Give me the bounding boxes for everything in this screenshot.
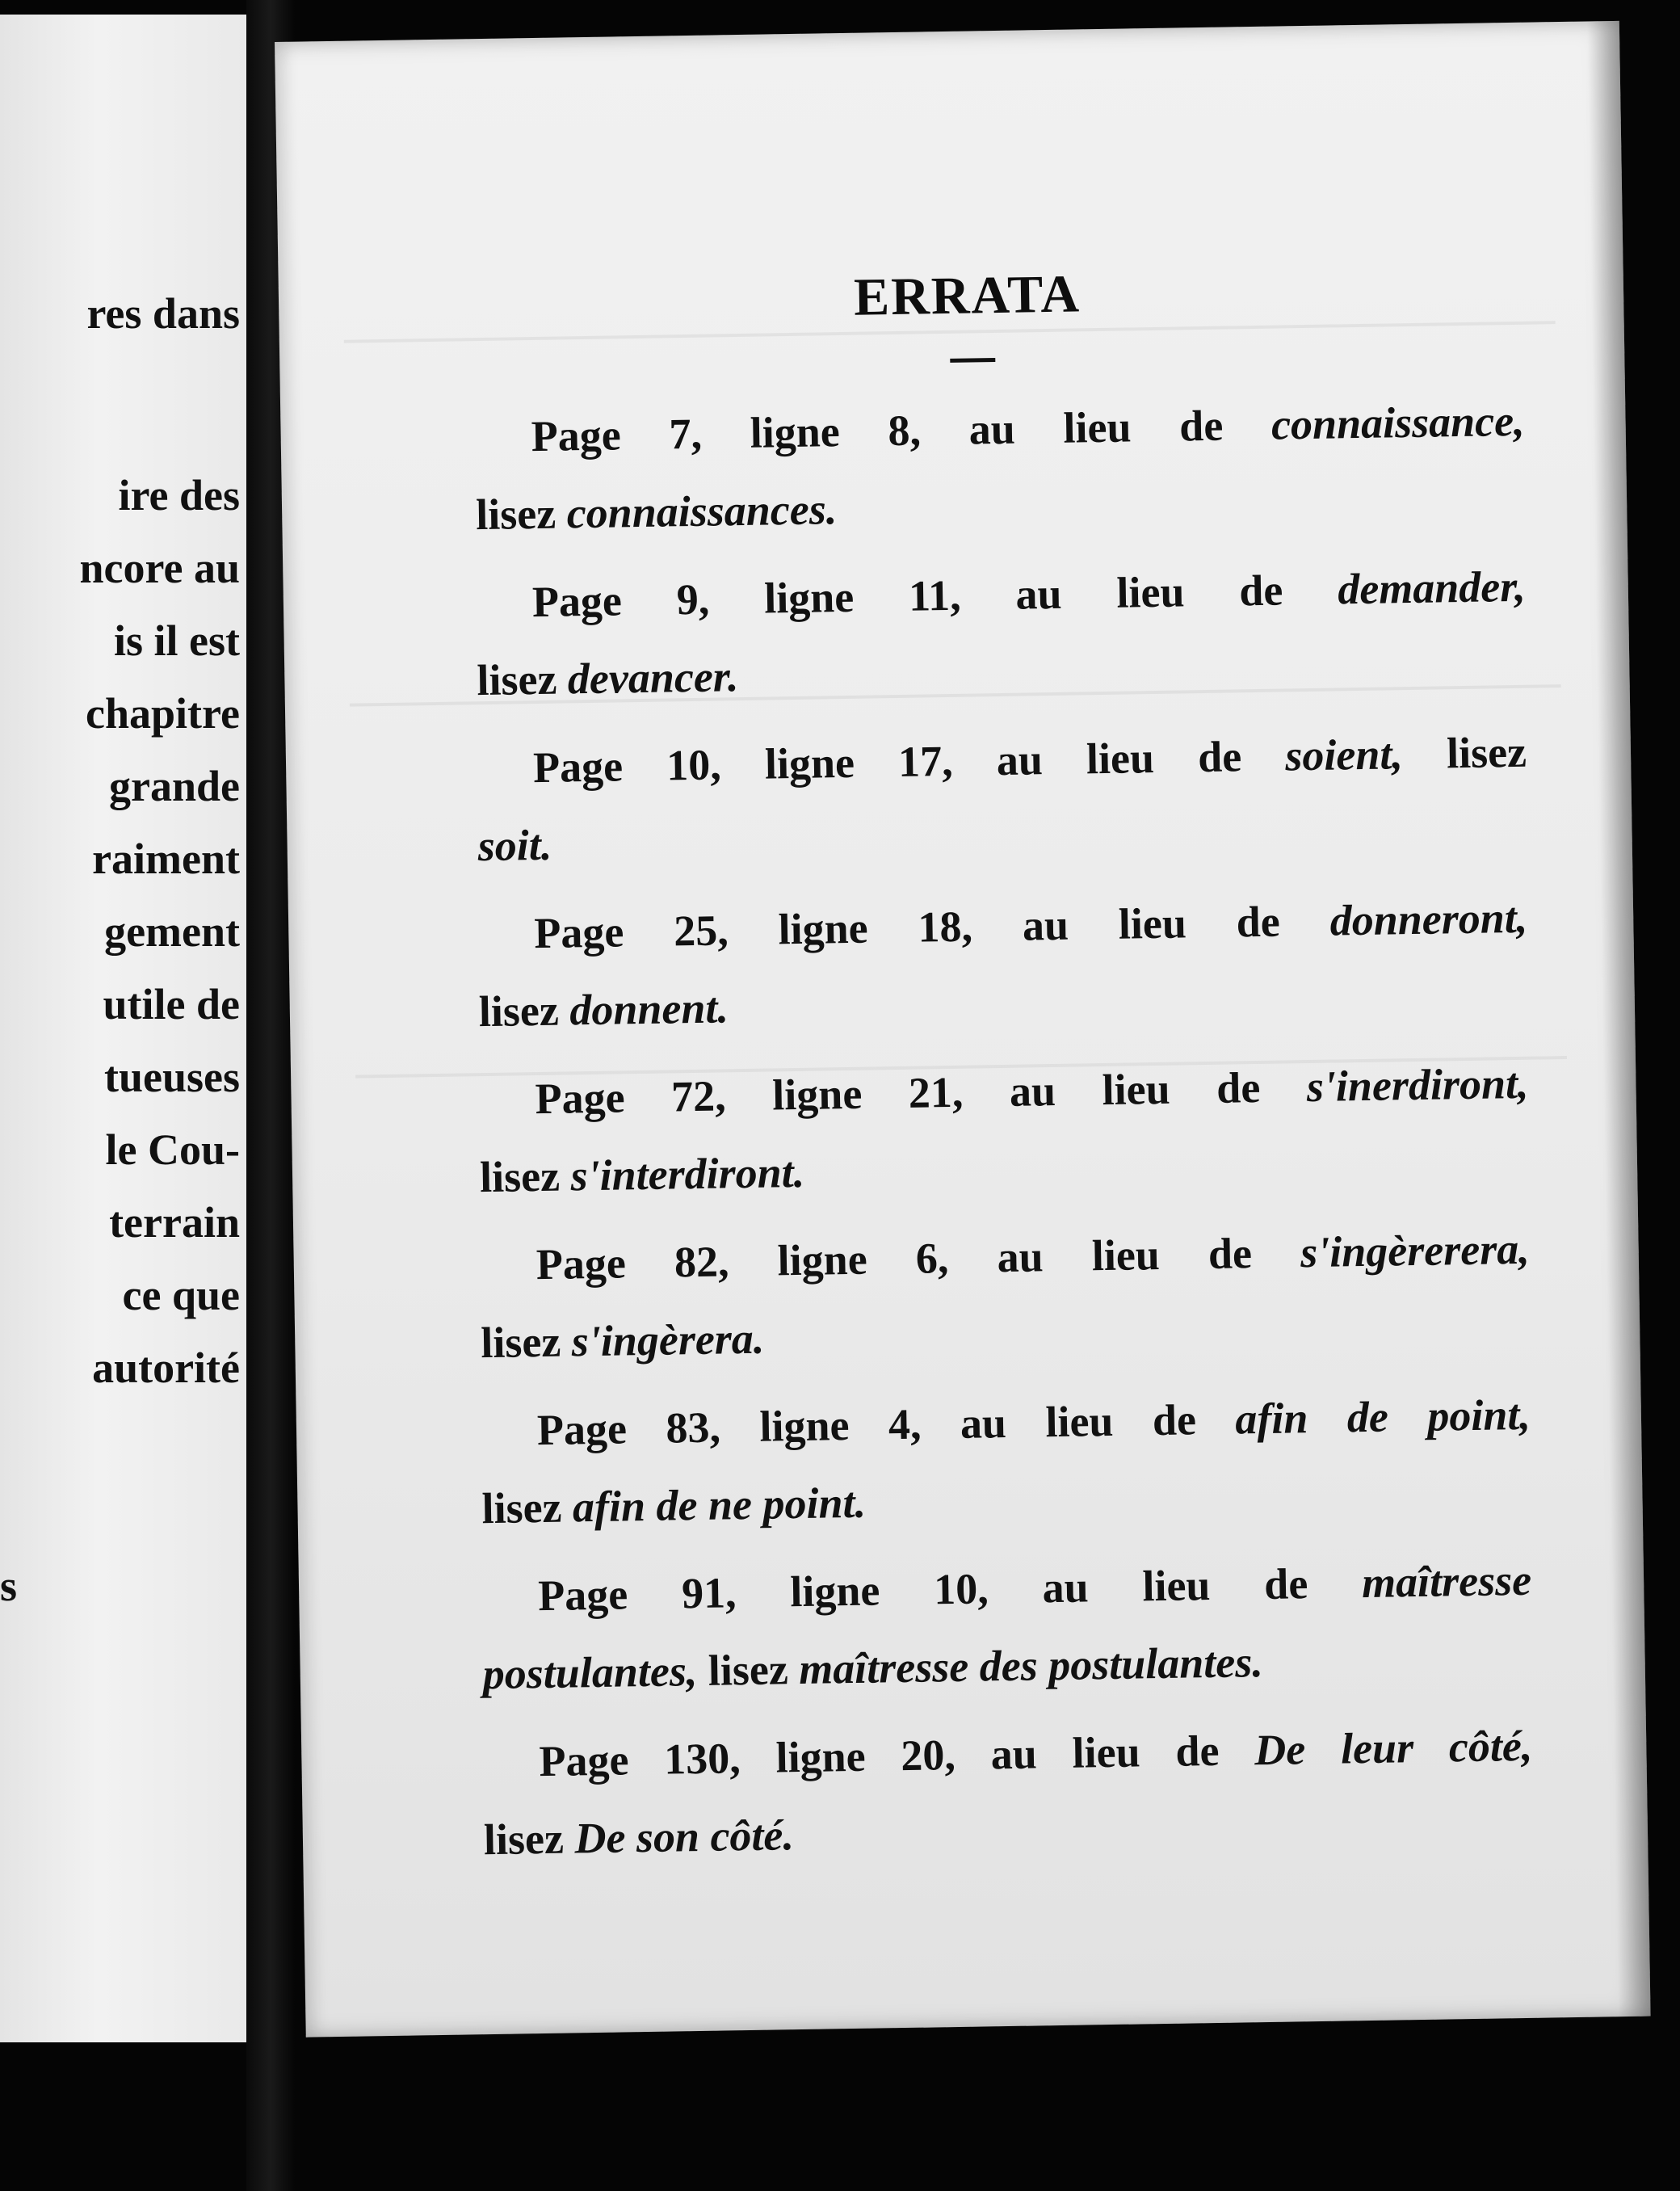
left-page-line: autorité [92, 1344, 240, 1392]
errata-wrong-text: demander, [1337, 561, 1527, 614]
errata-lisez: lisez [483, 1814, 565, 1865]
errata-correct-text: devancer. [567, 652, 739, 704]
errata-entry [480, 1376, 1532, 1547]
left-page-line: terrain [109, 1198, 240, 1247]
errata-reference: Page 91, ligne 10, au lieu de [537, 1559, 1308, 1621]
errata-reference: Page 82, ligne 6, au lieu de [536, 1229, 1253, 1289]
errata-wrong-text: maîtresse [1361, 1555, 1532, 1608]
errata-entry-line1 [476, 713, 1527, 807]
left-page-line: raiment [92, 835, 240, 883]
errata-wrong-text: soient, [1284, 730, 1404, 780]
left-page-line: grande [109, 762, 240, 810]
errata-lisez: lisez [479, 1151, 561, 1202]
errata-page [275, 21, 1651, 2038]
errata-correct-text: donnent. [569, 983, 729, 1035]
left-page-line: res dans [86, 289, 240, 338]
errata-reference: Page 72, ligne 21, au lieu de [535, 1062, 1261, 1124]
errata-entry [479, 1210, 1531, 1381]
errata-correct-text: s'interdiront. [570, 1147, 805, 1201]
left-page-line: ce que [122, 1271, 240, 1319]
left-page-line: ire des [118, 471, 240, 519]
errata-correct-text: afin de ne point. [572, 1478, 867, 1532]
errata-entry-line1 [474, 382, 1525, 476]
errata-entry [481, 1541, 1534, 1713]
left-page-line: chapitre [86, 689, 240, 738]
errata-entry-line1 [480, 1376, 1531, 1470]
errata-entry-line2 [477, 625, 1527, 719]
errata-entry-line2 [479, 1122, 1530, 1216]
errata-lisez: lisez [708, 1645, 789, 1695]
errata-entry-line2 [481, 1288, 1531, 1381]
errata-lisez: lisez [476, 654, 557, 705]
errata-reference: Page 9, ligne 11, au lieu de [531, 566, 1283, 627]
left-page-line: s [0, 1562, 18, 1610]
errata-lisez: lisez [475, 489, 556, 540]
errata-entry-line2 [482, 1619, 1533, 1713]
errata-reference: Page 10, ligne 17, au lieu de [532, 732, 1242, 793]
left-page-line: le Cou- [105, 1125, 240, 1174]
errata-correct-text: s'ingèrera. [571, 1314, 765, 1366]
errata-wrong-text: connaissance, [1270, 396, 1526, 449]
errata-wrong-text-continued: postulantes, [482, 1646, 698, 1699]
left-page-line: is il est [114, 616, 240, 665]
errata-correct-text: maîtresse des postulantes. [798, 1638, 1264, 1694]
errata-entry [475, 548, 1527, 719]
errata-entry-line1 [477, 879, 1528, 973]
errata-lisez: lisez [1446, 727, 1527, 778]
errata-correct-text: connaissances. [566, 485, 838, 538]
errata-entry-line2 [478, 957, 1529, 1050]
errata-entry-line2 [475, 460, 1526, 553]
errata-entry-line1 [481, 1541, 1532, 1635]
errata-entry-line1 [478, 1045, 1529, 1138]
errata-reference: Page 7, ligne 8, au lieu de [531, 401, 1224, 461]
errata-correct-text: De son côté. [573, 1810, 795, 1863]
left-facing-page [0, 15, 246, 2042]
errata-reference: Page 83, ligne 4, au lieu de [536, 1395, 1197, 1455]
left-page-line: gement [104, 907, 240, 956]
left-page-line: tueuses [103, 1053, 240, 1101]
errata-lisez: lisez [481, 1482, 562, 1533]
title-rule [950, 358, 995, 363]
errata-reference: Page 130, ligne 20, au lieu de [538, 1726, 1220, 1786]
errata-entry [474, 382, 1527, 553]
errata-entry-line2 [483, 1785, 1534, 1878]
errata-entry-line1 [479, 1210, 1530, 1304]
errata-correct-text: soit. [477, 820, 552, 871]
left-page-line: ncore au [79, 544, 240, 592]
left-page-line: utile de [103, 980, 240, 1028]
errata-entry [478, 1045, 1531, 1216]
errata-wrong-text: donneront, [1329, 893, 1528, 945]
errata-reference: Page 25, ligne 18, au lieu de [533, 897, 1281, 958]
errata-entry [482, 1707, 1535, 1878]
errata-wrong-text: afin de point, [1234, 1390, 1531, 1444]
errata-entry-line1 [475, 548, 1526, 641]
errata-entry-line2 [477, 791, 1528, 885]
errata-wrong-text: De leur côté, [1254, 1721, 1533, 1775]
errata-entry-line2 [481, 1453, 1532, 1547]
page-edge-shadow [1587, 21, 1651, 2016]
errata-title: ERRATA [853, 264, 1082, 327]
errata-entry [476, 713, 1528, 885]
errata-entry [477, 879, 1530, 1050]
errata-wrong-text: s'inerdiront, [1306, 1058, 1529, 1112]
errata-lisez: lisez [480, 1317, 561, 1368]
errata-wrong-text: s'ingèrerera, [1300, 1224, 1531, 1277]
errata-lisez: lisez [478, 986, 560, 1037]
errata-entry-line1 [482, 1707, 1533, 1801]
